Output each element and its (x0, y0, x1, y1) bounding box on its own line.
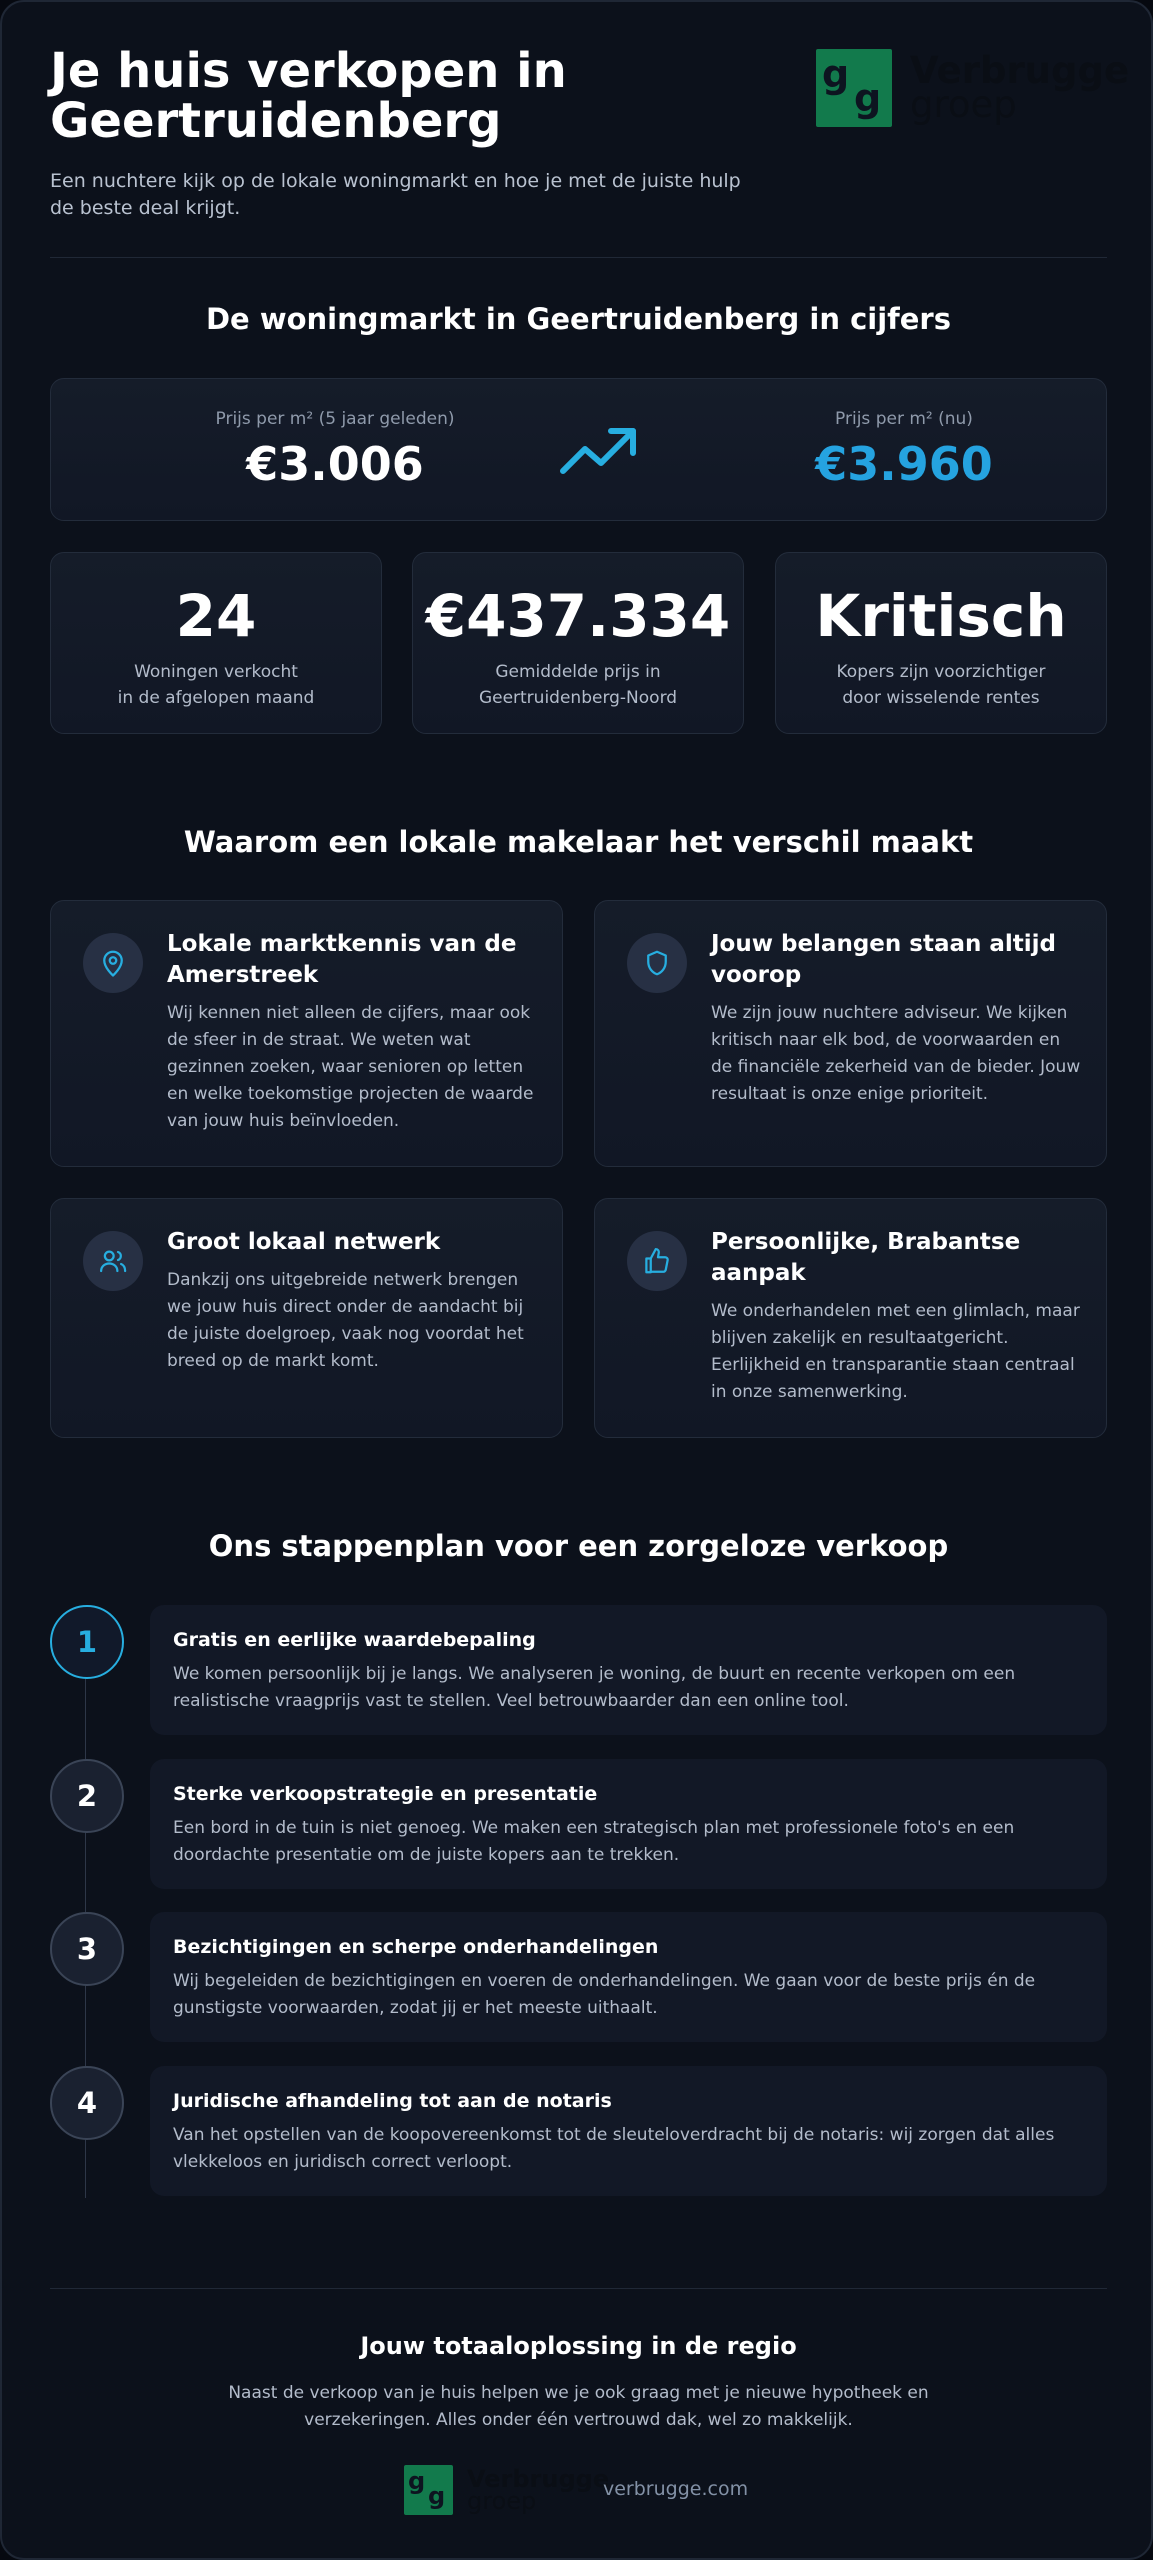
stat-caption: Gemiddelde prijs in Geertruidenberg-Noord (478, 662, 678, 708)
feature-text: Dankzij ons uitgebreide netwerk brengen we jouw huis direct onder de aandacht bij de juiste doelgroep, vaak nog voordat het breed op de markt komt. (167, 1270, 524, 1371)
feature-card-network (50, 1198, 563, 1438)
feature-card-local-knowledge (50, 900, 563, 1167)
price-now (744, 409, 1064, 491)
why-section-title: Waarom een lokale makelaar het verschil maakt (183, 825, 974, 859)
step-number-2[interactable]: 2 (50, 1759, 124, 1833)
divider (50, 257, 1107, 258)
step-title: Bezichtigingen en scherpe onderhandelingen (173, 1936, 659, 1958)
trending-up-icon (559, 423, 639, 479)
steps-section-title: Ons stappenplan voor een zorgeloze verkoop (208, 1529, 949, 1563)
price-now-label: Prijs per m² (nu) (835, 409, 973, 429)
step-card (150, 1912, 1107, 2042)
step-number-1[interactable]: 1 (50, 1605, 124, 1679)
footer-logo[interactable] (404, 2465, 609, 2515)
footer-title: Jouw totaaloplossing in de regio (360, 2332, 797, 2360)
step-number-4[interactable]: 4 (50, 2066, 124, 2140)
logo-mark: g g (404, 2465, 453, 2515)
market-section-title: De woningmarkt in Geertruidenberg in cijfers (205, 302, 951, 336)
step-text: Een bord in de tuin is niet genoeg. We maken een strategisch plan met professionele foto's en een doordachte presentatie om de juiste kopers aan te trekken. (173, 1818, 1015, 1865)
shield-icon (627, 933, 687, 993)
step-title: Juridische afhandeling tot aan de notaris (173, 2090, 612, 2112)
thumbs-up-icon (627, 1231, 687, 1291)
step-text: Van het opstellen van de koopovereenkomst tot de sleuteloverdracht bij de notaris: wij zorgen dat alles vlekkeloos en juridisch correct verloopt. (173, 2125, 1055, 2172)
stat-caption: Woningen verkocht in de afgelopen maand (117, 662, 315, 708)
stat-card-buyers (775, 552, 1107, 734)
price-then-value: €3.006 (246, 437, 424, 491)
feature-card-interests (594, 900, 1107, 1167)
feature-title: Persoonlijke, Brabantse aanpak (711, 1229, 1021, 1286)
step-text: We komen persoonlijk bij je langs. We analyseren je woning, de buurt en recente verkopen om een realistische vraagprijs vast te stellen. Veel betrouwbaarder dan een online tool. (173, 1664, 1016, 1711)
stat-card-average-price (412, 552, 744, 734)
divider (50, 2288, 1107, 2289)
step-card (150, 2066, 1107, 2196)
feature-text: We zijn jouw nuchtere adviseur. We kijken kritisch naar elk bod, de voorwaarden en de financiële zekerheid van de bieder. Jouw resultaat is onze enige prioriteit. (711, 1003, 1081, 1104)
step-title: Gratis en eerlijke waardebepaling (173, 1629, 536, 1651)
step-title: Sterke verkoopstrategie en presentatie (173, 1783, 598, 1805)
brand-logo[interactable] (816, 49, 1129, 127)
price-then-label: Prijs per m² (5 jaar geleden) (215, 409, 455, 429)
logo-mark: g g (816, 49, 892, 127)
feature-title: Groot lokaal netwerk (167, 1229, 441, 1255)
step-card (150, 1605, 1107, 1735)
step-card (150, 1759, 1107, 1889)
step-number-3[interactable]: 3 (50, 1912, 124, 1986)
price-now-value: €3.960 (815, 437, 993, 491)
logo-wordmark: Verbrugge groep (910, 48, 1130, 126)
stat-value: 24 (175, 582, 257, 650)
logo-wordmark: Verbrugge groep (467, 2464, 610, 2515)
feature-title: Jouw belangen staan altijd voorop (711, 931, 1057, 988)
stat-card-sold (50, 552, 382, 734)
page-lead: Een nuchtere kijk op de lokale woningmarkt en hoe je met de juiste hulp de beste deal krijgt. (50, 170, 741, 219)
stat-value: €437.334 (425, 582, 731, 650)
map-pin-icon (83, 933, 143, 993)
feature-text: We onderhandelen met een glimlach, maar blijven zakelijk en resultaatgericht. Eerlijkheid en transparantie staan centraal in onze samenwerking. (711, 1301, 1080, 1402)
feature-text: Wij kennen niet alleen de cijfers, maar ook de sfeer in de straat. We weten wat gezinnen zoeken, waar senioren op letten en welke toekomstige projecten de waarde van jouw huis beïnvloeden. (167, 1003, 534, 1131)
page-title: Je huis verkopen in Geertruidenberg (50, 43, 567, 149)
feature-title: Lokale marktkennis van de Amerstreek (167, 931, 517, 988)
footer-text: Naast de verkoop van je huis helpen we je ook graag met je nieuwe hypotheek en verzekeringen. Alles onder één vertrouwd dak, wel zo makkelijk. (228, 2383, 929, 2430)
stat-caption: Kopers zijn voorzichtiger door wisselende rentes (836, 662, 1046, 708)
feature-card-approach (594, 1198, 1107, 1438)
price-comparison-card (50, 378, 1107, 521)
price-then (175, 409, 495, 491)
users-icon (83, 1231, 143, 1291)
stat-value: Kritisch (815, 582, 1067, 650)
footer-website-link[interactable]: verbrugge.com (603, 2478, 749, 2500)
step-text: Wij begeleiden de bezichtigingen en voeren de onderhandelingen. We gaan voor de beste prijs én de gunstigste voorwaarden, zodat jij er het meeste uithaalt. (173, 1971, 1036, 2018)
